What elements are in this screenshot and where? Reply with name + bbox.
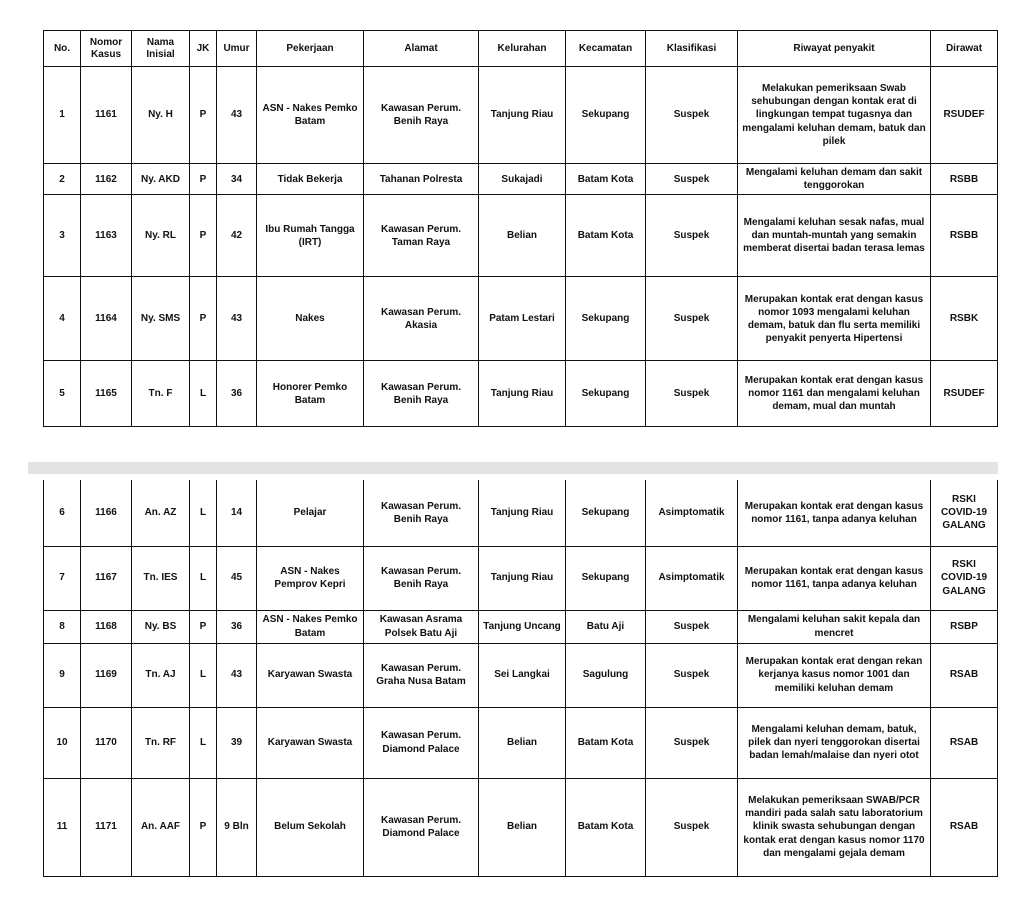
cell-kasus: 1164	[81, 277, 132, 361]
cell-pekerjaan: Honorer Pemko Batam	[257, 361, 364, 427]
cell-kasus: 1166	[81, 480, 132, 546]
case-table-page-2	[43, 480, 998, 877]
table-row	[44, 480, 998, 546]
cell-dirawat: RSUDEF	[931, 361, 998, 427]
cell-kelurahan: Tanjung Riau	[479, 67, 566, 164]
table-row	[44, 67, 998, 164]
cell-alamat: Kawasan Perum. Akasia	[364, 277, 479, 361]
cell-dirawat: RSAB	[931, 707, 998, 778]
case-table-page-1	[43, 30, 998, 427]
cell-kasus: 1169	[81, 643, 132, 707]
table-row	[44, 195, 998, 277]
cell-klasifikasi: Suspek	[646, 610, 738, 643]
cell-alamat: Kawasan Perum. Diamond Palace	[364, 778, 479, 876]
cell-jk: L	[190, 546, 217, 610]
cell-jk: P	[190, 778, 217, 876]
cell-umur: 14	[217, 480, 257, 546]
cell-riwayat: Mengalami keluhan sakit kepala dan mencret	[738, 610, 931, 643]
cell-kasus: 1163	[81, 195, 132, 277]
header-pekerjaan: Pekerjaan	[257, 31, 364, 67]
cell-jk: L	[190, 707, 217, 778]
cell-pekerjaan: ASN - Nakes Pemko Batam	[257, 610, 364, 643]
cell-kasus: 1167	[81, 546, 132, 610]
cell-umur: 43	[217, 643, 257, 707]
cell-umur: 45	[217, 546, 257, 610]
cell-jk: L	[190, 480, 217, 546]
table-row	[44, 643, 998, 707]
cell-kelurahan: Belian	[479, 707, 566, 778]
cell-nama: An. AZ	[132, 480, 190, 546]
cell-jk: P	[190, 67, 217, 164]
cell-riwayat: Merupakan kontak erat dengan kasus nomor 1161 dan mengalami keluhan demam, mual dan muntah	[738, 361, 931, 427]
header-dirawat: Dirawat	[931, 31, 998, 67]
header-nama-inisial: Nama Inisial	[132, 31, 190, 67]
cell-kelurahan: Sei Langkai	[479, 643, 566, 707]
table-row	[44, 361, 998, 427]
table-row	[44, 164, 998, 195]
cell-kecamatan: Sekupang	[566, 546, 646, 610]
cell-klasifikasi: Asimptomatik	[646, 546, 738, 610]
cell-no: 9	[44, 643, 81, 707]
cell-kelurahan: Tanjung Uncang	[479, 610, 566, 643]
cell-kecamatan: Batu Aji	[566, 610, 646, 643]
cell-kecamatan: Sekupang	[566, 480, 646, 546]
cell-klasifikasi: Suspek	[646, 643, 738, 707]
cell-kelurahan: Belian	[479, 778, 566, 876]
cell-klasifikasi: Suspek	[646, 778, 738, 876]
cell-no: 8	[44, 610, 81, 643]
cell-kasus: 1161	[81, 67, 132, 164]
cell-pekerjaan: Nakes	[257, 277, 364, 361]
header-kelurahan: Kelurahan	[479, 31, 566, 67]
cell-nama: Ny. SMS	[132, 277, 190, 361]
cell-kecamatan: Batam Kota	[566, 164, 646, 195]
cell-umur: 39	[217, 707, 257, 778]
cell-klasifikasi: Suspek	[646, 164, 738, 195]
cell-kecamatan: Batam Kota	[566, 195, 646, 277]
cell-jk: L	[190, 643, 217, 707]
cell-no: 4	[44, 277, 81, 361]
cell-alamat: Kawasan Asrama Polsek Batu Aji	[364, 610, 479, 643]
table-row	[44, 277, 998, 361]
cell-klasifikasi: Suspek	[646, 361, 738, 427]
cell-umur: 34	[217, 164, 257, 195]
cell-klasifikasi: Suspek	[646, 707, 738, 778]
cell-dirawat: RSAB	[931, 643, 998, 707]
header-row	[44, 31, 998, 67]
cell-kelurahan: Tanjung Riau	[479, 361, 566, 427]
cell-dirawat: RSBB	[931, 164, 998, 195]
cell-no: 6	[44, 480, 81, 546]
cell-kasus: 1171	[81, 778, 132, 876]
cell-umur: 9 Bln	[217, 778, 257, 876]
page-separator	[28, 462, 998, 474]
cell-nama: Tn. F	[132, 361, 190, 427]
cell-riwayat: Mengalami keluhan demam, batuk, pilek dan nyeri tenggorokan disertai badan lemah/malaise dan nyeri otot	[738, 707, 931, 778]
header-klasifikasi: Klasifikasi	[646, 31, 738, 67]
cell-alamat: Kawasan Perum. Graha Nusa Batam	[364, 643, 479, 707]
cell-dirawat: RSBB	[931, 195, 998, 277]
cell-riwayat: Merupakan kontak erat dengan rekan kerjanya kasus nomor 1001 dan memiliki keluhan demam	[738, 643, 931, 707]
header-riwayat-penyakit: Riwayat penyakit	[738, 31, 931, 67]
table-row	[44, 610, 998, 643]
cell-riwayat: Mengalami keluhan demam dan sakit tenggorokan	[738, 164, 931, 195]
cell-kelurahan: Sukajadi	[479, 164, 566, 195]
cell-alamat: Kawasan Perum. Benih Raya	[364, 546, 479, 610]
cell-umur: 43	[217, 67, 257, 164]
cell-umur: 43	[217, 277, 257, 361]
cell-no: 10	[44, 707, 81, 778]
cell-kecamatan: Batam Kota	[566, 778, 646, 876]
cell-jk: P	[190, 195, 217, 277]
cell-alamat: Kawasan Perum. Diamond Palace	[364, 707, 479, 778]
table-row	[44, 778, 998, 876]
cell-kasus: 1162	[81, 164, 132, 195]
cell-dirawat: RSKI COVID-19 GALANG	[931, 480, 998, 546]
cell-no: 11	[44, 778, 81, 876]
cell-nama: Ny. AKD	[132, 164, 190, 195]
cell-nama: Tn. AJ	[132, 643, 190, 707]
cell-riwayat: Merupakan kontak erat dengan kasus nomor 1161, tanpa adanya keluhan	[738, 480, 931, 546]
cell-alamat: Kawasan Perum. Taman Raya	[364, 195, 479, 277]
cell-kecamatan: Sekupang	[566, 361, 646, 427]
cell-pekerjaan: Belum Sekolah	[257, 778, 364, 876]
cell-klasifikasi: Asimptomatik	[646, 480, 738, 546]
cell-pekerjaan: Karyawan Swasta	[257, 707, 364, 778]
header-jk: JK	[190, 31, 217, 67]
cell-no: 7	[44, 546, 81, 610]
cell-alamat: Kawasan Perum. Benih Raya	[364, 480, 479, 546]
cell-riwayat: Melakukan pemeriksaan SWAB/PCR mandiri pada salah satu laboratorium klinik swasta sehubungan dengan kontak erat dengan kasus nomor 1170 dan mengalami gejala demam	[738, 778, 931, 876]
table-row	[44, 546, 998, 610]
cell-riwayat: Merupakan kontak erat dengan kasus nomor 1093 mengalami keluhan demam, batuk dan flu serta memiliki penyakit penyerta Hipertensi	[738, 277, 931, 361]
cell-pekerjaan: Ibu Rumah Tangga (IRT)	[257, 195, 364, 277]
header-nomor-kasus: Nomor Kasus	[81, 31, 132, 67]
cell-jk: P	[190, 277, 217, 361]
cell-kelurahan: Belian	[479, 195, 566, 277]
cell-kecamatan: Sagulung	[566, 643, 646, 707]
cell-jk: L	[190, 361, 217, 427]
cell-pekerjaan: Karyawan Swasta	[257, 643, 364, 707]
cell-kelurahan: Tanjung Riau	[479, 546, 566, 610]
cell-klasifikasi: Suspek	[646, 195, 738, 277]
cell-kecamatan: Batam Kota	[566, 707, 646, 778]
header-no: No.	[44, 31, 81, 67]
cell-klasifikasi: Suspek	[646, 67, 738, 164]
cell-kecamatan: Sekupang	[566, 277, 646, 361]
header-kecamatan: Kecamatan	[566, 31, 646, 67]
cell-pekerjaan: Tidak Bekerja	[257, 164, 364, 195]
cell-pekerjaan: Pelajar	[257, 480, 364, 546]
cell-pekerjaan: ASN - Nakes Pemprov Kepri	[257, 546, 364, 610]
cell-dirawat: RSUDEF	[931, 67, 998, 164]
cell-umur: 36	[217, 361, 257, 427]
cell-jk: P	[190, 164, 217, 195]
cell-kecamatan: Sekupang	[566, 67, 646, 164]
header-umur: Umur	[217, 31, 257, 67]
cell-kelurahan: Patam Lestari	[479, 277, 566, 361]
cell-umur: 36	[217, 610, 257, 643]
cell-dirawat: RSBK	[931, 277, 998, 361]
header-alamat: Alamat	[364, 31, 479, 67]
cell-kasus: 1170	[81, 707, 132, 778]
cell-nama: Ny. BS	[132, 610, 190, 643]
cell-nama: An. AAF	[132, 778, 190, 876]
cell-no: 3	[44, 195, 81, 277]
cell-dirawat: RSAB	[931, 778, 998, 876]
cell-kelurahan: Tanjung Riau	[479, 480, 566, 546]
cell-umur: 42	[217, 195, 257, 277]
cell-nama: Tn. RF	[132, 707, 190, 778]
cell-dirawat: RSBP	[931, 610, 998, 643]
cell-riwayat: Melakukan pemeriksaan Swab sehubungan dengan kontak erat di lingkungan tempat tugasnya dan mengalami keluhan demam, batuk dan pilek	[738, 67, 931, 164]
cell-pekerjaan: ASN - Nakes Pemko Batam	[257, 67, 364, 164]
cell-riwayat: Merupakan kontak erat dengan kasus nomor 1161, tanpa adanya keluhan	[738, 546, 931, 610]
cell-nama: Ny. RL	[132, 195, 190, 277]
cell-no: 5	[44, 361, 81, 427]
cell-kasus: 1165	[81, 361, 132, 427]
cell-nama: Ny. H	[132, 67, 190, 164]
cell-kasus: 1168	[81, 610, 132, 643]
cell-alamat: Kawasan Perum. Benih Raya	[364, 67, 479, 164]
cell-alamat: Tahanan Polresta	[364, 164, 479, 195]
cell-klasifikasi: Suspek	[646, 277, 738, 361]
cell-alamat: Kawasan Perum. Benih Raya	[364, 361, 479, 427]
cell-riwayat: Mengalami keluhan sesak nafas, mual dan muntah-muntah yang semakin memberat disertai badan terasa lemas	[738, 195, 931, 277]
cell-no: 2	[44, 164, 81, 195]
cell-dirawat: RSKI COVID-19 GALANG	[931, 546, 998, 610]
cell-no: 1	[44, 67, 81, 164]
cell-jk: P	[190, 610, 217, 643]
cell-nama: Tn. IES	[132, 546, 190, 610]
table-row	[44, 707, 998, 778]
